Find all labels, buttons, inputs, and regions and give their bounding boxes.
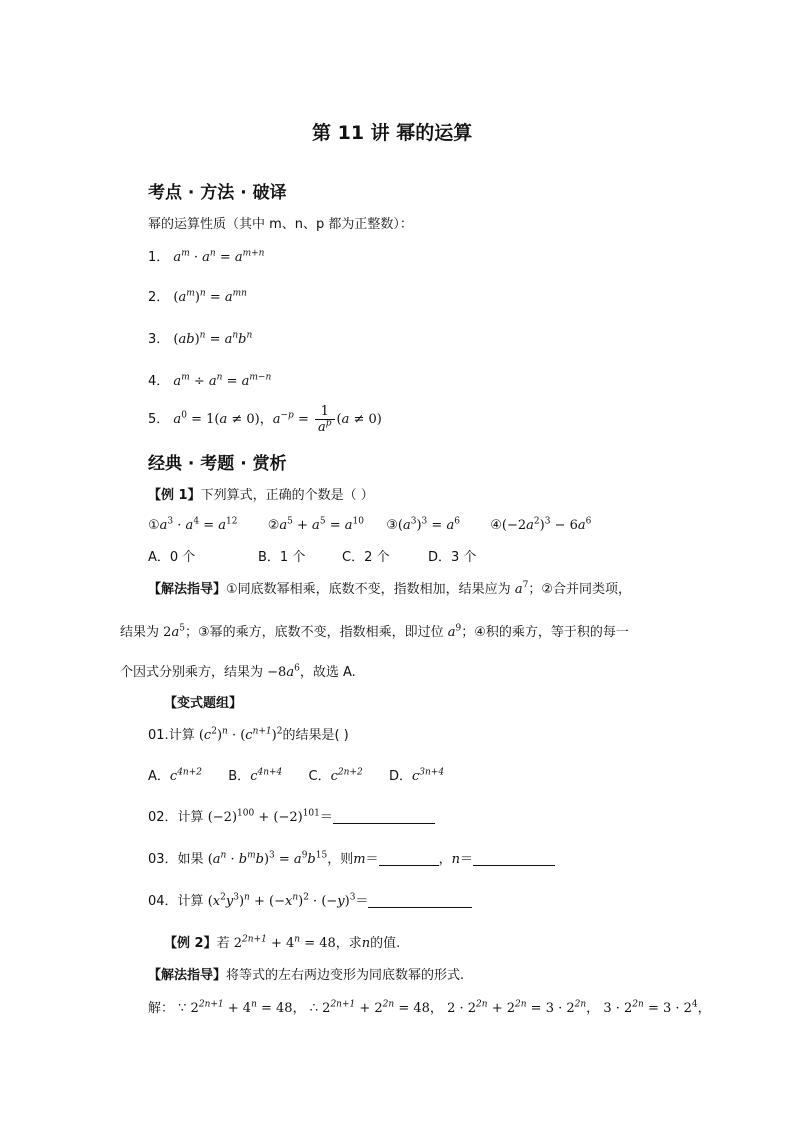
example-1-option-b: B．1 个 bbox=[258, 550, 306, 565]
example-1-option-d: D．3 个 bbox=[428, 550, 477, 565]
answer-blank[interactable] bbox=[368, 893, 472, 908]
section-heading-examples: 经典 · 考题 · 赏析 bbox=[148, 454, 287, 474]
rule-2: 2． $(a^m)^n = a^{mn}$ bbox=[148, 288, 247, 305]
example-2-solution: 解： ∵ $2^{2n+1} + 4^n = 48$， ∴ $2^{2n+1} + 2^{2n} = 48$， $2 \cdot 2^{2n} + 2^{2n} = 3 \cdot 2^{2n}$， $3 \cdot 2^{2n} = 3 \cdot 2^4$， bbox=[148, 999, 711, 1016]
answer-blank-n[interactable] bbox=[473, 851, 555, 866]
variant-01-options: A．$c^{4n+2}$ B．$c^{4n+4}$ C．$c^{2n+2}$ D．$c^{3n+4}$ bbox=[148, 767, 445, 784]
rule-5: 5． $a^0 = 1(a \ne 0)$，$a^{-p}$ = $\frac{1}{a^p}$ (a ≠ 0) bbox=[148, 404, 382, 435]
example-1-option-c: C．2 个 bbox=[342, 550, 390, 565]
example-2-guide: 【解法指导】将等式的左右两边变形为同底数幂的形式. bbox=[148, 968, 465, 983]
example-1-option-a: A．0 个 bbox=[148, 550, 196, 565]
example-1-guide-line-1: 【解法指导】①同底数幂相乘，底数不变，指数相加，结果应为 $a^7$；②合并同类项， bbox=[148, 580, 631, 597]
power-rules-intro: 幂的运算性质（其中 m、n、p 都为正整数）： bbox=[148, 217, 413, 232]
example-2-question: 【例 2】若 $2^{2n+1} + 4^n = 48$，求n的值. bbox=[164, 934, 401, 951]
variant-group-heading: 【变式题组】 bbox=[164, 696, 243, 711]
rule-1: 1． $a^m \cdot a^n = a^{m+n}$ bbox=[148, 248, 265, 265]
example-1-guide-line-2: 结果为 $2a^5$；③幂的乘方，底数不变，指数相乘，即过位 $a^9$；④积的乘方，等于积的每一 bbox=[120, 623, 629, 640]
example-1-statements: $①a^3 \cdot a^4 = a^{12}$ $②a^5 + a^5 = a^{10}$ $③(a^3)^3 = a^6$ $④(-2a^2)^3 - 6a^6$ bbox=[148, 516, 592, 533]
variant-question-01: 01.计算 $(c^2)^n \cdot (c^{n+1})^2$的结果是( ) bbox=[148, 726, 349, 743]
answer-blank[interactable] bbox=[333, 809, 435, 824]
rule-3: 3． $(ab)^n = a^nb^n$ bbox=[148, 330, 253, 347]
section-heading-method: 考点 · 方法 · 破译 bbox=[148, 183, 287, 203]
variant-question-02: 02．计算 $(-2)^{100} + (-2)^{101}=$ bbox=[148, 809, 435, 827]
answer-blank-m[interactable] bbox=[379, 851, 439, 866]
page-title: 第 11 讲 幂的运算 bbox=[312, 122, 473, 144]
variant-question-04: 04．计算 $(x^2y^3)^n + (-x^n)^2 \cdot (-y)^3=$ bbox=[148, 893, 472, 911]
example-1-guide-line-3: 个因式分别乘方，结果为 $-8a^6$，故选 A. bbox=[120, 663, 356, 680]
rule-4: 4． $a^m \div a^n = a^{m-n}$ bbox=[148, 372, 272, 389]
variant-question-03: 03．如果 $(a^n \cdot b^mb)^3 = a^9b^{15}$，则m＝ ，n＝ bbox=[148, 851, 555, 869]
example-1-question: 【例 1】下列算式，正确的个数是（ ） bbox=[148, 488, 374, 503]
